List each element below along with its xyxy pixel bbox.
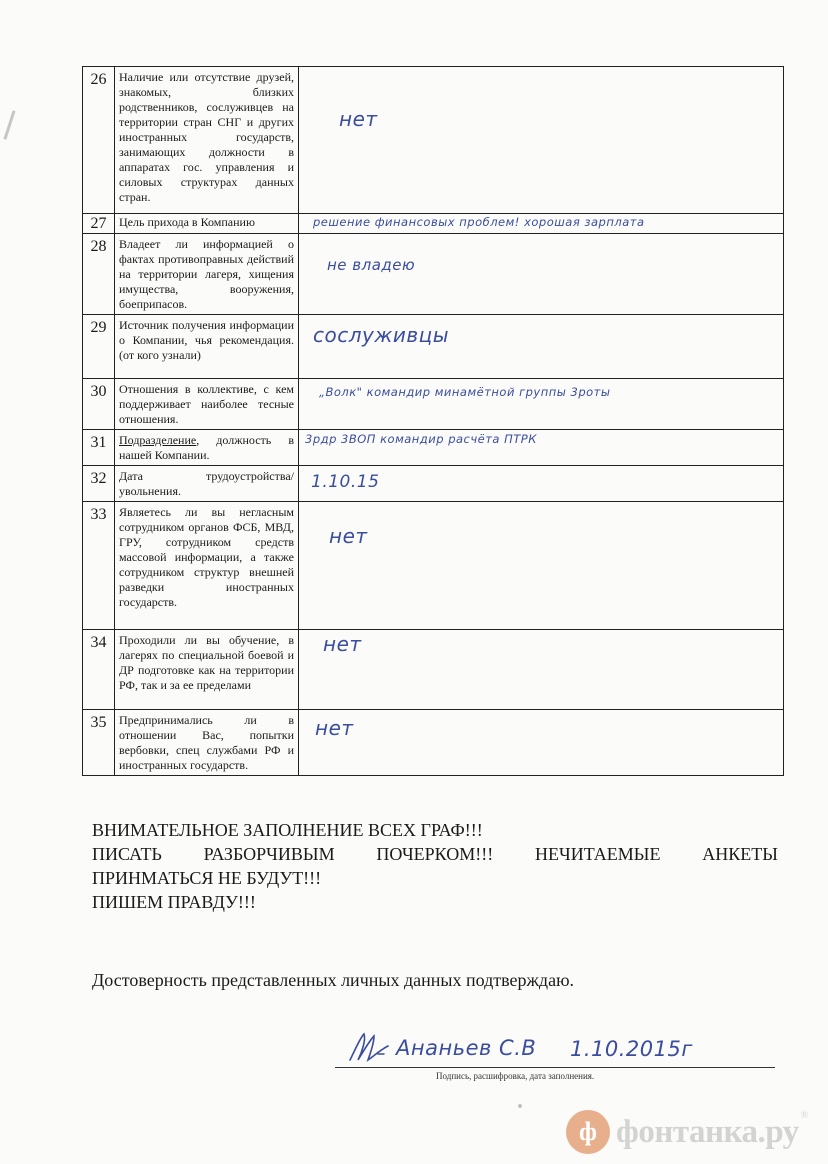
signature-name: Ананьев С.В [396, 1036, 537, 1060]
instructions-notice [92, 818, 778, 914]
fontanka-logo-icon [566, 1110, 610, 1154]
watermark-logo [566, 1108, 822, 1156]
table-row [83, 709, 784, 775]
handwritten-answer: нет [329, 523, 368, 548]
row-number: 34 [83, 629, 115, 709]
handwritten-answer: 1.10.15 [311, 471, 380, 492]
table-row [83, 465, 784, 501]
row-number: 31 [83, 429, 115, 465]
table-row [83, 378, 784, 429]
handwritten-answer: 3рдр 3ВОП командир расчёта ПТРК [305, 431, 537, 446]
question-text: Предпринимались ли в отношении Вас, попытки вербовки, спец службами РФ и иностранных государств. [115, 709, 299, 775]
question-text [115, 429, 299, 465]
table-row [83, 233, 784, 314]
table-row [83, 501, 784, 629]
row-number: 29 [83, 314, 115, 378]
handwritten-answer: „Волк" командир минамётной группы 3роты [319, 384, 611, 399]
question-underlined: Подразделение [119, 432, 197, 447]
question-text: Цель прихода в Компанию [115, 214, 299, 234]
question-text: Владеет ли информацией о фактах противоправных действий на территории лагеря, хищения имущества, вооружения, боеприпасов. [115, 233, 299, 314]
table-row [83, 429, 784, 465]
question-text: Наличие или отсутствие друзей, знакомых, близких родственников, сослуживцев на территории стран СНГ и других иностранных государств, занимающих должности в аппаратах гос. управления и силовых структурах данных стран. [115, 67, 299, 214]
question-rest: , должность в нашей Компании. [119, 432, 294, 462]
questionnaire-table [82, 66, 784, 776]
page-edge-mark [3, 110, 15, 139]
table-row [83, 67, 784, 214]
row-number: 32 [83, 465, 115, 501]
logo-letter: ф [579, 1117, 597, 1146]
handwritten-answer: нет [323, 631, 362, 656]
answer-cell [299, 214, 784, 234]
handwritten-answer: не владею [327, 255, 416, 274]
notice-line-2: ПИСАТЬ РАЗБОРЧИВЫМ ПОЧЕРКОМ!!! НЕЧИТАЕМЫЕ АНКЕТЫ [92, 844, 778, 864]
confirmation-statement: Достоверность представленных личных данных подтверждаю. [92, 970, 575, 990]
row-number: 33 [83, 501, 115, 629]
answer-cell [299, 629, 784, 709]
row-number: 26 [83, 67, 115, 214]
signature-line [335, 1067, 775, 1068]
answer-cell [299, 67, 784, 214]
question-text: Проходили ли вы обучение, в лагерях по специальной боевой и ДР подготовке как на территории РФ, так и за ее пределами [115, 629, 299, 709]
answer-cell [299, 233, 784, 314]
question-text: Дата трудоустройства/увольнения. [115, 465, 299, 501]
watermark-text: фонтанка.ру [616, 1113, 799, 1150]
signature-scribble-icon [344, 1030, 396, 1066]
answer-cell [299, 501, 784, 629]
row-number: 28 [83, 233, 115, 314]
notice-line-1: ВНИМАТЕЛЬНОЕ ЗАПОЛНЕНИЕ ВСЕХ ГРАФ!!! [92, 820, 483, 840]
handwritten-answer: решение финансовых проблем! хорошая зарплата [313, 215, 645, 229]
question-text: Являетесь ли вы негласным сотрудником органов ФСБ, МВД, ГРУ, сотрудником средств массовой информации, а также сотрудником структур внешней разведки иностранных государств. [115, 501, 299, 629]
row-number: 30 [83, 378, 115, 429]
handwritten-answer: сослуживцы [313, 322, 450, 347]
answer-cell [299, 429, 784, 465]
table-row [83, 629, 784, 709]
scan-speck [518, 1104, 522, 1108]
handwritten-answer: нет [339, 107, 378, 131]
row-number: 27 [83, 214, 115, 234]
question-text: Источник получения информации о Компании, чья рекомендация. (от кого узнали) [115, 314, 299, 378]
question-text: Отношения в коллективе, с кем поддерживает наиболее тесные отношения. [115, 378, 299, 429]
signature-caption: Подпись, расшифровка, дата заполнения. [436, 1071, 595, 1081]
signature-date: 1.10.2015г [570, 1037, 693, 1061]
registered-mark: ® [800, 1110, 809, 1121]
table-row [83, 214, 784, 234]
answer-cell [299, 465, 784, 501]
answer-cell [299, 709, 784, 775]
notice-line-3: ПРИНМАТЬСЯ НЕ БУДУТ!!! [92, 868, 322, 888]
table-row [83, 314, 784, 378]
answer-cell [299, 378, 784, 429]
row-number: 35 [83, 709, 115, 775]
handwritten-answer: нет [315, 715, 354, 740]
notice-line-4: ПИШЕМ ПРАВДУ!!! [92, 892, 256, 912]
answer-cell [299, 314, 784, 378]
